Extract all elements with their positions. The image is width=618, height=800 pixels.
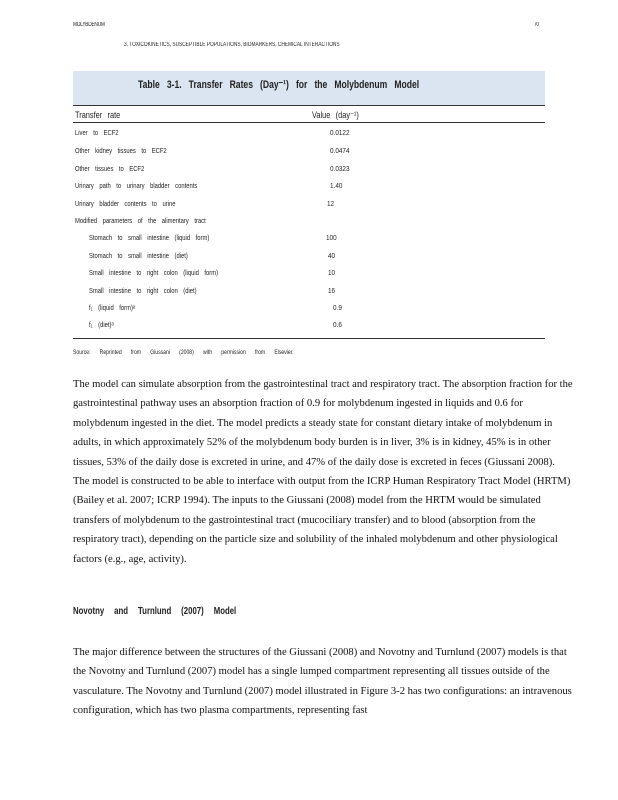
row-value: 12 bbox=[327, 199, 335, 208]
section-heading: Novotny and Turnlund (2007) Model bbox=[73, 606, 237, 617]
row-label: f₁ (diet)ᵃ bbox=[89, 320, 114, 329]
running-title: MOLYBDENUM bbox=[73, 22, 105, 28]
row-value: 0.0122 bbox=[330, 128, 350, 137]
row-label: Small intestine to right colon (diet) bbox=[89, 286, 197, 295]
row-value: 0.0474 bbox=[330, 146, 350, 155]
section-header: 3. TOXICOKINETICS, SUSCEPTIBLE POPULATIONS, BIOMARKERS, CHEMICAL INTERACTIONS bbox=[124, 42, 340, 48]
row-value: 16 bbox=[328, 286, 336, 295]
table-row bbox=[0, 181, 618, 198]
body-paragraph-2: The major difference between the structures of the Giussani (2008) and Novotny and Turnlund (2007) models is that the Novotny and Turnlund (2007) model has a single lumped compartment representing all tissues outside of the vasculature. The Novotny and Turnlund (2007) model illustrated in Figure 3-2 has two configurations: an intravenous configuration, which has two plasma compartments, representing fast bbox=[73, 647, 572, 717]
table-source-note: Source: Reprinted from Giussani (2008) with permission from Elsevier. bbox=[73, 349, 294, 356]
row-label: Small intestine to right colon (liquid form) bbox=[89, 268, 219, 277]
table-row bbox=[0, 251, 618, 268]
row-label: Other kidney tissues to ECF2 bbox=[75, 146, 167, 155]
row-label: Other tissues to ECF2 bbox=[75, 164, 145, 173]
table-title: Table 3-1. Transfer Rates (Day⁻¹) for the Molybdenum Model bbox=[138, 79, 420, 91]
row-label: Urinary bladder contents to urine bbox=[75, 199, 176, 208]
row-label: Stomach to small intestine (diet) bbox=[89, 251, 188, 260]
table-row bbox=[0, 303, 618, 320]
table-row bbox=[0, 268, 618, 285]
row-value: 100 bbox=[326, 233, 337, 242]
row-value: 0.9 bbox=[333, 303, 342, 312]
column-header-transfer: Transfer rate bbox=[75, 110, 121, 120]
body-paragraph-1: The model can simulate absorption from the gastrointestinal tract and respiratory tract. The absorption fraction for the gastrointestinal pathway uses an absorption fraction of 0.9 for molybdenum ingested in liquids and 0.6 for molybdenum ingested in the diet. The model predicts a steady state for constant dietary intake of molybdenum in adults, in which approximately 52% of the molybdenum body burden is in liver, 3% is in kidney, 45% is in other tissues, 53% of the daily dose is excreted in urine, and 47% of the daily dose is excreted in feces (Giussani 2008). The model is constructed to be able to interface with output from the ICRP Human Respiratory Tract Model (HRTM) (Bailey et al. 2007; ICRP 1994). The inputs to the Giussani (2008) model from the HRTM would be simulated transfers of molybdenum to the gastrointestinal tract (mucociliary transfer) and to blood (absorption from the respiratory tract), depending on the particle size and solubility of the inhaled molybdenum and other physiological factors (e.g., age, activity). bbox=[73, 379, 573, 565]
table-row bbox=[0, 128, 618, 145]
table-row bbox=[0, 164, 618, 181]
table-row bbox=[0, 146, 618, 163]
row-value: 10 bbox=[328, 268, 336, 277]
row-label: Liver to ECF2 bbox=[75, 128, 119, 137]
row-label: Modified parameters of the alimentary tract bbox=[75, 216, 206, 225]
row-value: 0.0323 bbox=[330, 164, 350, 173]
table-rule-top bbox=[73, 105, 545, 106]
column-header-value: Value (day⁻¹) bbox=[312, 110, 359, 120]
table-row bbox=[0, 320, 618, 337]
table-rule-header bbox=[73, 122, 545, 123]
table-row bbox=[0, 216, 618, 233]
table-row bbox=[0, 199, 618, 216]
row-value: 1.40 bbox=[330, 181, 343, 190]
row-label: f₁ (liquid form)ᵃ bbox=[89, 303, 136, 312]
row-value: 0.6 bbox=[333, 320, 342, 329]
page-number: 70 bbox=[534, 22, 539, 28]
row-value: 40 bbox=[328, 251, 336, 260]
table-row bbox=[0, 233, 618, 250]
row-label: Stomach to small intestine (liquid form) bbox=[89, 233, 210, 242]
row-label: Urinary path to urinary bladder contents bbox=[75, 181, 198, 190]
table-rule-bottom bbox=[73, 338, 545, 339]
table-row bbox=[0, 286, 618, 303]
